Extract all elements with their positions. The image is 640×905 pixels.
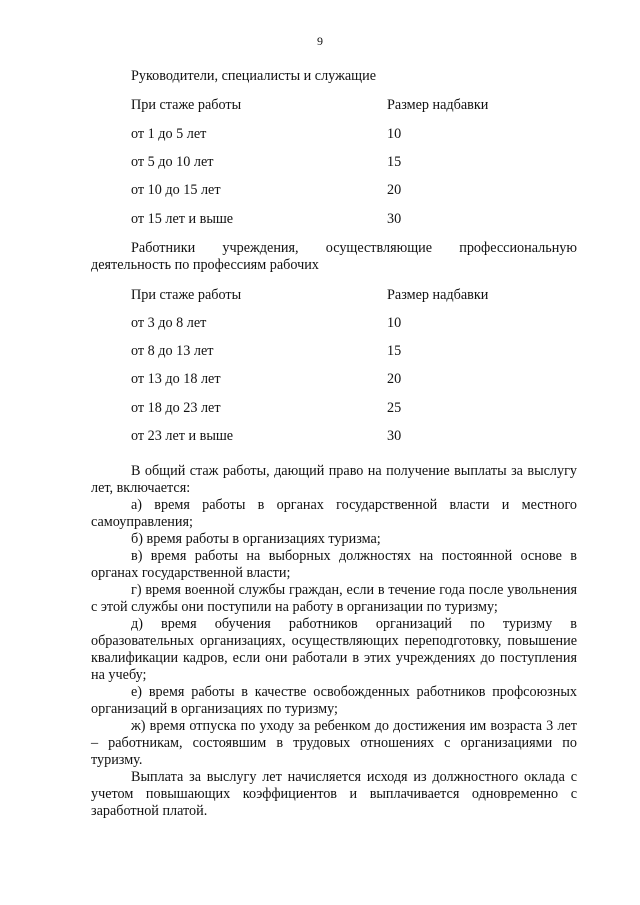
closing-paragraph: Выплата за выслугу лет начисляется исходя из должностного оклада с учетом повышающих коэффициентов и выплачивается одновременно с заработной платой. bbox=[91, 769, 577, 819]
section1-col-bonus: Размер надбавки bbox=[387, 97, 489, 113]
list-item-e: е) время работы в качестве освобожденных работников профсоюзных организаций в организациях по туризму; bbox=[91, 684, 577, 717]
section2-row-bonus: 15 bbox=[387, 343, 402, 359]
section1-row-stage: от 10 до 15 лет bbox=[131, 182, 221, 198]
section1-row-bonus: 30 bbox=[387, 211, 402, 227]
list-item-d: д) время обучения работников организаций по туризму в образовательных организациях, осуществляющих переподготовку, повышение квалификации кадров, если они работали в этих учреждениях до поступления на учебу; bbox=[91, 616, 577, 683]
section1-row-stage: от 5 до 10 лет bbox=[131, 154, 214, 170]
section1-heading: Руководители, специалисты и служащие bbox=[131, 68, 376, 84]
body-text bbox=[91, 463, 577, 820]
section2-row-stage: от 18 до 23 лет bbox=[131, 400, 221, 416]
list-item-v: в) время работы на выборных должностях на постоянной основе в органах государственной власти; bbox=[91, 548, 577, 581]
section2-row-stage: от 3 до 8 лет bbox=[131, 315, 207, 331]
list-item-g: г) время военной службы граждан, если в течение года после увольнения с этой службы они поступили на работу в организации по туризму; bbox=[91, 582, 577, 615]
section2-heading-line1: Работники учреждения, осуществляющие профессиональную bbox=[131, 240, 577, 256]
section2-row-stage: от 23 лет и выше bbox=[131, 428, 234, 444]
section1-row-bonus: 15 bbox=[387, 154, 402, 170]
section2-row-bonus: 20 bbox=[387, 371, 402, 387]
list-item-zh: ж) время отпуска по уходу за ребенком до достижения им возраста 3 лет – работникам, состоявшим в трудовых отношениях с организациями по туризму. bbox=[91, 718, 577, 768]
section2-row-bonus: 25 bbox=[387, 400, 402, 416]
section1-row-bonus: 10 bbox=[387, 126, 402, 142]
section1-row-bonus: 20 bbox=[387, 182, 402, 198]
section2-row-stage: от 13 до 18 лет bbox=[131, 371, 221, 387]
section1-col-stage: При стаже работы bbox=[131, 97, 242, 113]
section1-row-stage: от 1 до 5 лет bbox=[131, 126, 207, 142]
section2-row-stage: от 8 до 13 лет bbox=[131, 343, 214, 359]
section2-heading-line2: деятельность по профессиям рабочих bbox=[91, 257, 319, 273]
section2-row-bonus: 10 bbox=[387, 315, 402, 331]
intro-paragraph: В общий стаж работы, дающий право на получение выплаты за выслугу лет, включается: bbox=[91, 463, 577, 496]
list-item-a: а) время работы в органах государственной власти и местного самоуправления; bbox=[91, 497, 577, 530]
section2-heading bbox=[91, 240, 577, 274]
list-item-b: б) время работы в организациях туризма; bbox=[131, 531, 381, 547]
section2-col-stage: При стаже работы bbox=[131, 287, 242, 303]
section2-col-bonus: Размер надбавки bbox=[387, 287, 489, 303]
page-number: 9 bbox=[317, 34, 323, 48]
section1-row-stage: от 15 лет и выше bbox=[131, 211, 234, 227]
section2-row-bonus: 30 bbox=[387, 428, 402, 444]
